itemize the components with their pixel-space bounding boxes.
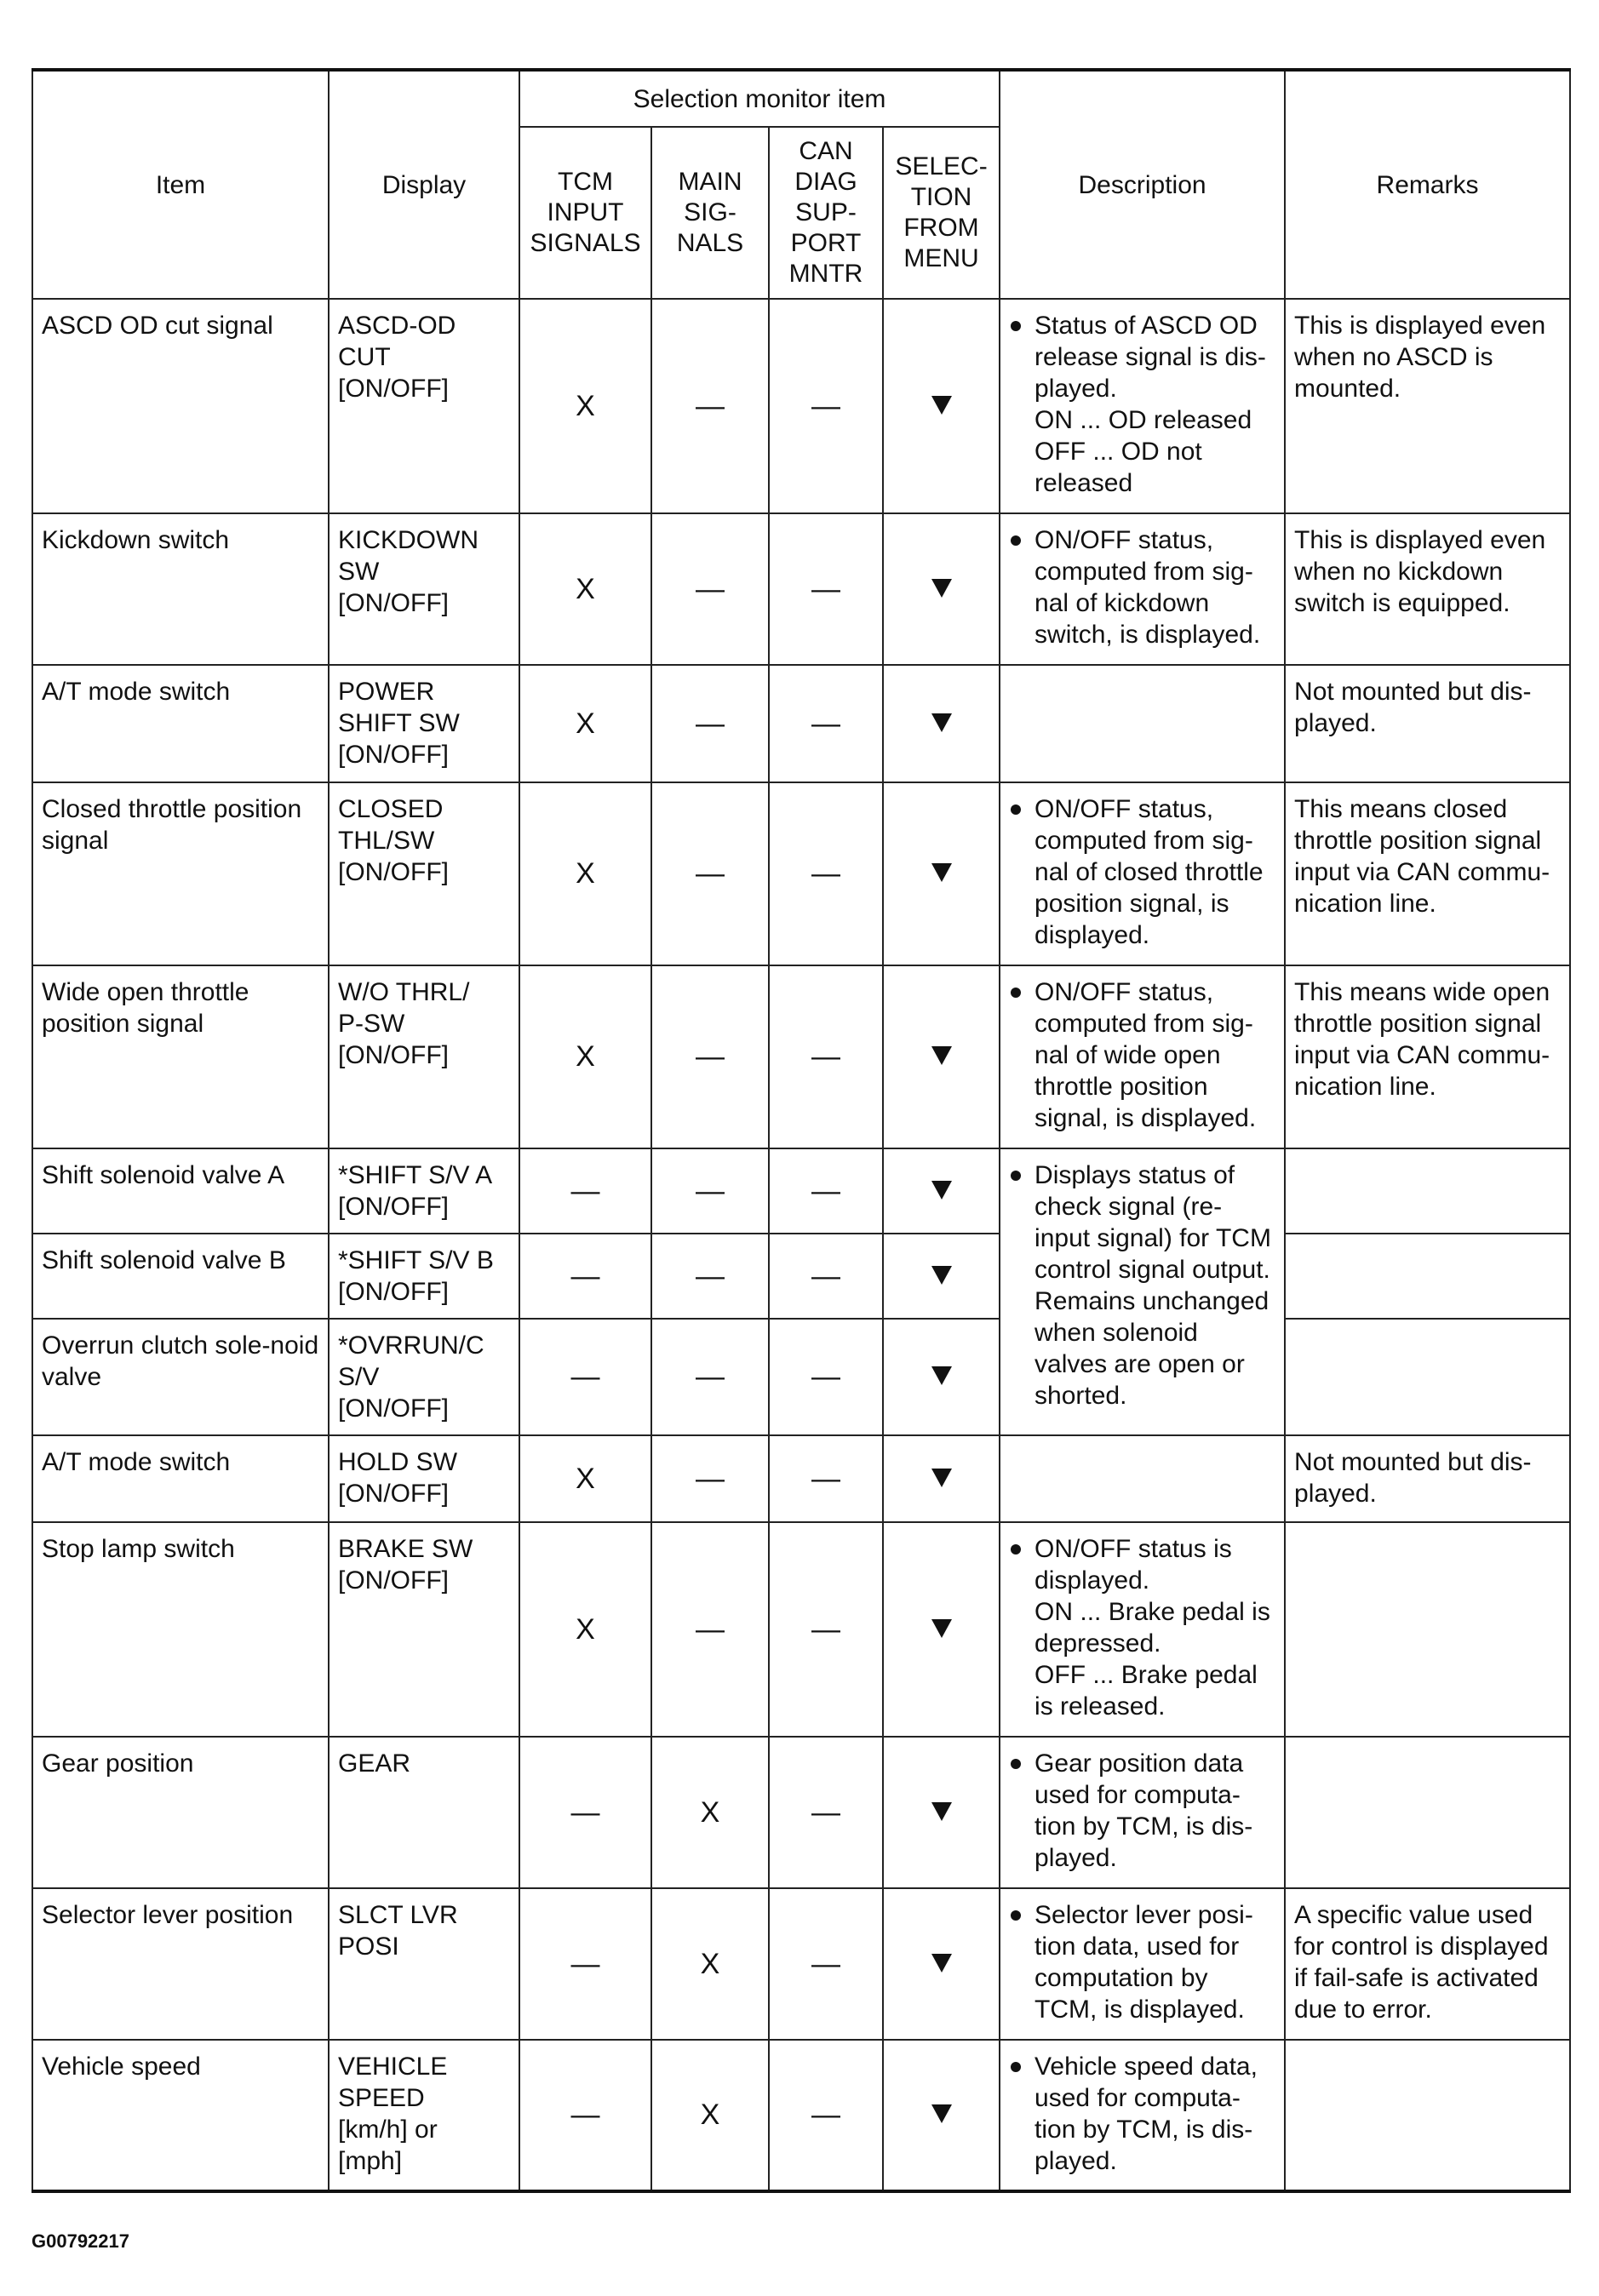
item-cell: Shift solenoid valve B [32, 1234, 329, 1319]
header-can-diag-support-mntr: CAN DIAG SUP- PORT MNTR [769, 127, 883, 299]
bullet-icon [1011, 321, 1021, 331]
triangle-down-icon [931, 1802, 952, 1821]
tcm-input-mark: X [519, 1435, 651, 1522]
main-signals-mark: — [651, 1148, 769, 1234]
triangle-down-icon [931, 1266, 952, 1285]
monitor-item-table [32, 68, 1571, 2193]
triangle-down-icon [931, 2104, 952, 2123]
table-row [32, 1888, 1570, 2040]
header-item: Item [32, 70, 329, 299]
triangle-down-icon [931, 1469, 952, 1487]
item-cell: Closed throttle position signal [32, 782, 329, 965]
remarks-cell: This is displayed even when no ASCD is mounted. [1285, 299, 1570, 513]
main-signals-mark: X [651, 1737, 769, 1888]
description-text: ON/OFF status, computed from sig-nal of closed throttle position signal, is displayed. [1034, 795, 1264, 949]
description-text: ON/OFF status, computed from sig-nal of wide open throttle position signal, is displayed. [1034, 978, 1257, 1132]
tcm-input-mark: — [519, 1888, 651, 2040]
remarks-cell: A specific value used for control is displayed if fail-safe is activated due to error. [1285, 1888, 1570, 2040]
main-signals-mark: — [651, 299, 769, 513]
bullet-icon [1011, 988, 1021, 998]
description-cell [1000, 1435, 1285, 1522]
description-text: ON/OFF status, computed from sig-nal of kickdown switch, is displayed. [1034, 526, 1261, 649]
can-diag-mark: — [769, 782, 883, 965]
triangle-down-icon [931, 1619, 952, 1638]
triangle-down-icon [931, 1366, 952, 1385]
display-cell: GEAR [329, 1737, 519, 1888]
header-tcm-input-signals: TCM INPUT SIGNALS [519, 127, 651, 299]
table-row [32, 1737, 1570, 1888]
description-cell [1000, 965, 1285, 1148]
bullet-icon [1011, 1171, 1021, 1181]
remarks-cell [1285, 1148, 1570, 1234]
main-signals-mark: — [651, 665, 769, 782]
can-diag-mark: — [769, 1234, 883, 1319]
selection-menu-cell [883, 965, 1000, 1148]
triangle-down-icon [931, 396, 952, 415]
item-cell: Wide open throttle position signal [32, 965, 329, 1148]
remarks-cell: This is displayed even when no kickdown switch is equipped. [1285, 513, 1570, 665]
can-diag-mark: — [769, 1888, 883, 2040]
monitor-item-table-container [32, 68, 1569, 2193]
description-cell [1000, 299, 1285, 513]
remarks-cell: This means closed throttle position signal input via CAN commu-nication line. [1285, 782, 1570, 965]
figure-code: G00792217 [32, 2230, 129, 2252]
bullet-icon [1011, 1910, 1021, 1921]
item-cell: Stop lamp switch [32, 1522, 329, 1737]
selection-menu-cell [883, 1148, 1000, 1234]
triangle-down-icon [931, 1046, 952, 1065]
header-selection-from-menu: SELEC- TION FROM MENU [883, 127, 1000, 299]
tcm-input-mark: X [519, 1522, 651, 1737]
remarks-cell [1285, 1234, 1570, 1319]
description-text: Gear position data used for computa-tion by TCM, is dis-played. [1034, 1749, 1253, 1872]
table-row [32, 299, 1570, 513]
description-cell [1000, 665, 1285, 782]
description-cell [1000, 782, 1285, 965]
triangle-down-icon [931, 863, 952, 882]
table-row [32, 1148, 1570, 1234]
item-cell: Kickdown switch [32, 513, 329, 665]
display-cell: CLOSED THL/SW [ON/OFF] [329, 782, 519, 965]
triangle-down-icon [931, 1954, 952, 1972]
can-diag-mark: — [769, 1435, 883, 1522]
display-cell: HOLD SW [ON/OFF] [329, 1435, 519, 1522]
tcm-input-mark: — [519, 1234, 651, 1319]
display-cell: *SHIFT S/V B [ON/OFF] [329, 1234, 519, 1319]
selection-menu-cell [883, 1435, 1000, 1522]
tcm-input-mark: X [519, 782, 651, 965]
can-diag-mark: — [769, 1737, 883, 1888]
item-cell: Selector lever position [32, 1888, 329, 2040]
display-cell: W/O THRL/ P-SW [ON/OFF] [329, 965, 519, 1148]
can-diag-mark: — [769, 665, 883, 782]
bullet-icon [1011, 1544, 1021, 1555]
remarks-cell [1285, 1737, 1570, 1888]
can-diag-mark: — [769, 1148, 883, 1234]
main-signals-mark: — [651, 1522, 769, 1737]
bullet-icon [1011, 1759, 1021, 1769]
selection-menu-cell [883, 1319, 1000, 1435]
selection-menu-cell [883, 665, 1000, 782]
bullet-icon [1011, 535, 1021, 546]
triangle-down-icon [931, 1181, 952, 1200]
selection-menu-cell [883, 513, 1000, 665]
table-row [32, 1319, 1570, 1435]
description-text: Status of ASCD OD release signal is dis-played. ON ... OD released OFF ... OD not released [1034, 312, 1266, 497]
selection-menu-cell [883, 1234, 1000, 1319]
table-row [32, 2040, 1570, 2191]
can-diag-mark: — [769, 965, 883, 1148]
bullet-icon [1011, 2062, 1021, 2072]
main-signals-mark: X [651, 2040, 769, 2191]
item-cell: Overrun clutch sole-noid valve [32, 1319, 329, 1435]
selection-menu-cell [883, 2040, 1000, 2191]
header-main-signals: MAIN SIG- NALS [651, 127, 769, 299]
triangle-down-icon [931, 713, 952, 732]
tcm-input-mark: — [519, 1737, 651, 1888]
selection-menu-cell [883, 782, 1000, 965]
bullet-icon [1011, 804, 1021, 815]
selection-menu-cell [883, 299, 1000, 513]
display-cell: *OVRRUN/C S/V [ON/OFF] [329, 1319, 519, 1435]
tcm-input-mark: X [519, 299, 651, 513]
remarks-cell: This means wide open throttle position signal input via CAN commu-nication line. [1285, 965, 1570, 1148]
can-diag-mark: — [769, 1319, 883, 1435]
remarks-cell: Not mounted but dis-played. [1285, 1435, 1570, 1522]
tcm-input-mark: X [519, 965, 651, 1148]
display-cell: BRAKE SW [ON/OFF] [329, 1522, 519, 1737]
main-signals-mark: — [651, 1435, 769, 1522]
remarks-cell: Not mounted but dis-played. [1285, 665, 1570, 782]
main-signals-mark: — [651, 782, 769, 965]
item-cell: ASCD OD cut signal [32, 299, 329, 513]
can-diag-mark: — [769, 1522, 883, 1737]
header-remarks: Remarks [1285, 70, 1570, 299]
display-cell: ASCD-OD CUT [ON/OFF] [329, 299, 519, 513]
description-cell [1000, 1737, 1285, 1888]
display-cell: *SHIFT S/V A [ON/OFF] [329, 1148, 519, 1234]
display-cell: KICKDOWN SW [ON/OFF] [329, 513, 519, 665]
table-row [32, 1234, 1570, 1319]
item-cell: Gear position [32, 1737, 329, 1888]
main-signals-mark: X [651, 1888, 769, 2040]
tcm-input-mark: — [519, 1319, 651, 1435]
description-cell [1000, 1522, 1285, 1737]
can-diag-mark: — [769, 513, 883, 665]
item-cell: Shift solenoid valve A [32, 1148, 329, 1234]
table-row [32, 1522, 1570, 1737]
selection-menu-cell [883, 1522, 1000, 1737]
description-text: ON/OFF status is displayed. ON ... Brake pedal is depressed. OFF ... Brake pedal is released. [1034, 1535, 1270, 1721]
remarks-cell [1285, 1319, 1570, 1435]
remarks-cell [1285, 1522, 1570, 1737]
item-cell: Vehicle speed [32, 2040, 329, 2191]
selection-menu-cell [883, 1888, 1000, 2040]
item-cell: A/T mode switch [32, 665, 329, 782]
description-cell [1000, 1888, 1285, 2040]
table-row [32, 965, 1570, 1148]
item-cell: A/T mode switch [32, 1435, 329, 1522]
header-display: Display [329, 70, 519, 299]
table-row [32, 665, 1570, 782]
tcm-input-mark: — [519, 2040, 651, 2191]
description-cell [1000, 513, 1285, 665]
main-signals-mark: — [651, 513, 769, 665]
header-selection-monitor-item: Selection monitor item [519, 70, 1000, 127]
tcm-input-mark: X [519, 665, 651, 782]
main-signals-mark: — [651, 965, 769, 1148]
description-text: Vehicle speed data, used for computa-tion by TCM, is dis-played. [1034, 2053, 1258, 2175]
header-description: Description [1000, 70, 1285, 299]
description-cell [1000, 1148, 1285, 1435]
description-text: Selector lever posi-tion data, used for computation by TCM, is displayed. [1034, 1901, 1253, 2024]
can-diag-mark: — [769, 2040, 883, 2191]
table-row [32, 782, 1570, 965]
display-cell: POWER SHIFT SW [ON/OFF] [329, 665, 519, 782]
description-cell [1000, 2040, 1285, 2191]
table-row [32, 1435, 1570, 1522]
selection-menu-cell [883, 1737, 1000, 1888]
can-diag-mark: — [769, 299, 883, 513]
display-cell: SLCT LVR POSI [329, 1888, 519, 2040]
display-cell: VEHICLE SPEED [km/h] or [mph] [329, 2040, 519, 2191]
triangle-down-icon [931, 579, 952, 598]
main-signals-mark: — [651, 1234, 769, 1319]
tcm-input-mark: X [519, 513, 651, 665]
tcm-input-mark: — [519, 1148, 651, 1234]
remarks-cell [1285, 2040, 1570, 2191]
main-signals-mark: — [651, 1319, 769, 1435]
table-row [32, 513, 1570, 665]
description-text: Displays status of check signal (re-input signal) for TCM control signal output. Remains unchanged when solenoid valves are open or shorted. [1034, 1161, 1271, 1410]
